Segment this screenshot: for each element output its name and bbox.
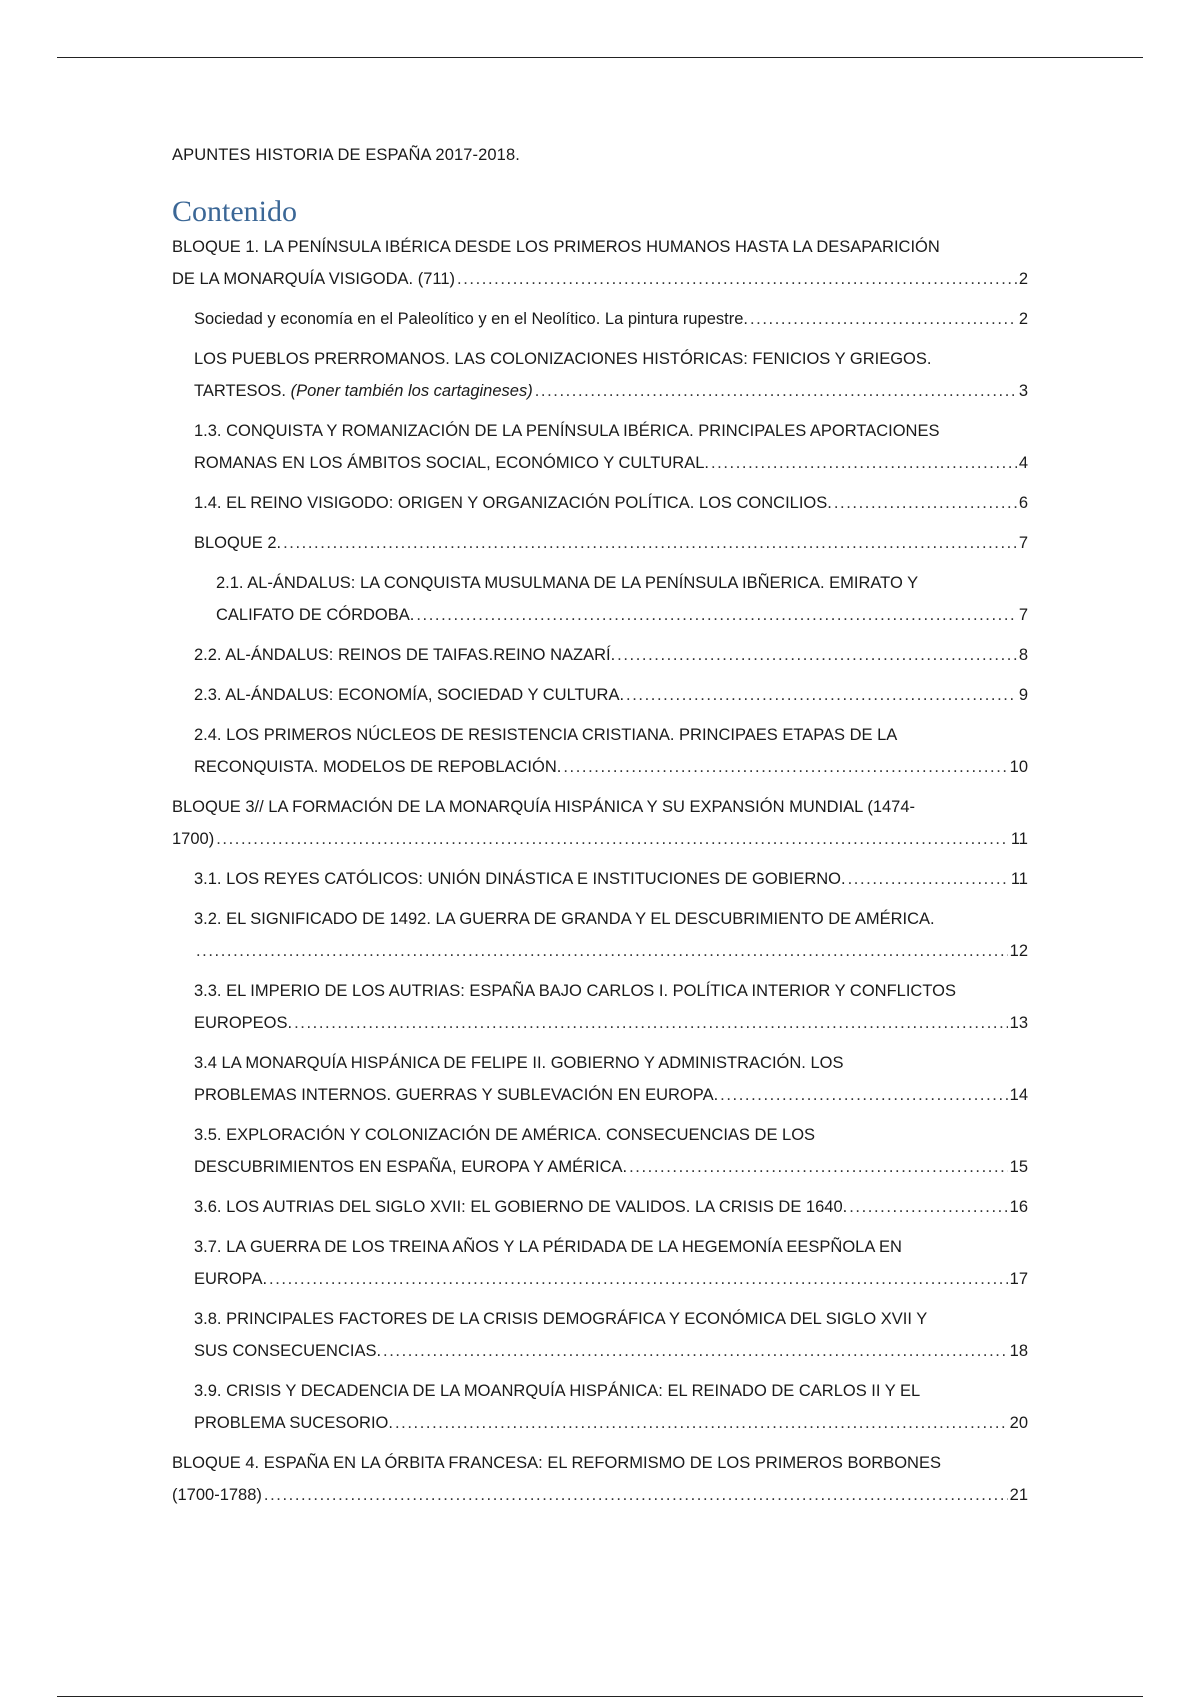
toc-entry-note: (Poner también los cartagineses) — [290, 382, 533, 400]
toc-entry-3-6[interactable] — [172, 1191, 1028, 1223]
dot-leader — [848, 863, 1009, 895]
toc-page-number: 14 — [1009, 1086, 1028, 1104]
toc-page-number: 10 — [1009, 758, 1028, 776]
dot-leader — [626, 679, 1017, 711]
toc-entry-2-1[interactable] — [172, 567, 1028, 631]
dot-leader — [283, 527, 1017, 559]
toc-entry-text: PROBLEMAS INTERNOS. GUERRAS Y SUBLEVACIÓN EN EUROPA. — [194, 1086, 719, 1104]
toc-entry-text: EUROPEOS. — [194, 1014, 293, 1032]
table-of-contents — [172, 231, 1028, 1519]
toc-entry-text: DE LA MONARQUÍA VISIGODA. (711) — [172, 270, 456, 288]
toc-entry-text: CALIFATO DE CÓRDOBA. — [216, 606, 415, 624]
toc-entry-text: 3.2. EL SIGNIFICADO DE 1492. LA GUERRA DE GRANDA Y EL DESCUBRIMIENTO DE AMÉRICA. — [194, 910, 935, 928]
dot-leader — [535, 375, 1017, 407]
dot-leader — [416, 599, 1016, 631]
toc-page-number: 11 — [1010, 870, 1028, 888]
toc-entry-text: RECONQUISTA. MODELOS DE REPOBLACIÓN. — [194, 758, 562, 776]
toc-entry-text: Sociedad y economía en el Paleolítico y en el Neolítico. La pintura rupestre. — [194, 310, 748, 328]
toc-entry-2-3[interactable] — [172, 679, 1028, 711]
toc-entry-text: 3.8. PRINCIPALES FACTORES DE LA CRISIS DEMOGRÁFICA Y ECONÓMICA DEL SIGLO XVII Y — [194, 1310, 928, 1328]
toc-entry-text: TARTESOS. — [194, 382, 291, 400]
toc-entry-3-3[interactable] — [172, 975, 1028, 1039]
toc-entry-text: 2.2. AL-ÁNDALUS: REINOS DE TAIFAS.REINO NAZARÍ. — [194, 646, 616, 664]
toc-page-number: 4 — [1018, 454, 1028, 472]
toc-entry-paleolitico[interactable] — [172, 303, 1028, 335]
toc-entry-text: (1700-1788) — [172, 1486, 262, 1504]
toc-entry-2-4[interactable] — [172, 719, 1028, 783]
dot-leader — [750, 303, 1017, 335]
toc-entry-text: 3.4 LA MONARQUÍA HISPÁNICA DE FELIPE II. GOBIERNO Y ADMINISTRACIÓN. LOS — [194, 1054, 844, 1072]
toc-page-number: 20 — [1009, 1414, 1028, 1432]
toc-page-number: 11 — [1010, 830, 1028, 848]
dot-leader — [395, 1407, 1008, 1439]
toc-entry-3-9[interactable] — [172, 1375, 1028, 1439]
dot-leader — [383, 1335, 1008, 1367]
dot-leader — [834, 487, 1017, 519]
toc-title: Contenido — [172, 195, 297, 228]
dot-leader — [457, 263, 1017, 295]
dot-leader — [629, 1151, 1008, 1183]
toc-entry-bloque-1[interactable] — [172, 231, 1028, 295]
toc-entry-3-4[interactable] — [172, 1047, 1028, 1111]
toc-page-number: 18 — [1009, 1342, 1028, 1360]
dot-leader — [563, 751, 1007, 783]
toc-entry-3-2[interactable] — [172, 903, 1028, 967]
top-rule — [57, 57, 1143, 58]
toc-page-number: 16 — [1009, 1198, 1028, 1216]
toc-entry-text: 3.9. CRISIS Y DECADENCIA DE LA MOANRQUÍA HISPÁNICA: EL REINADO DE CARLOS II Y EL — [194, 1382, 921, 1400]
toc-entry-text: 3.7. LA GUERRA DE LOS TREINA AÑOS Y LA PÉRIDADA DE LA HEGEMONÍA EESPÑOLA EN — [194, 1238, 902, 1256]
toc-page-number: 8 — [1018, 646, 1028, 664]
toc-entry-text: 2.3. AL-ÁNDALUS: ECONOMÍA, SOCIEDAD Y CULTURA. — [194, 686, 625, 704]
toc-entry-bloque-4[interactable] — [172, 1447, 1028, 1511]
dot-leader — [269, 1263, 1008, 1295]
toc-entry-text: 2.4. LOS PRIMEROS NÚCLEOS DE RESISTENCIA CRISTIANA. PRINCIPAES ETAPAS DE LA — [194, 726, 898, 744]
toc-entry-text: LOS PUEBLOS PRERROMANOS. LAS COLONIZACIONES HISTÓRICAS: FENICIOS Y GRIEGOS. — [194, 350, 932, 368]
toc-page-number: 21 — [1009, 1486, 1028, 1504]
bottom-rule — [57, 1696, 1143, 1697]
toc-entry-text: PROBLEMA SUCESORIO. — [194, 1414, 393, 1432]
toc-entry-3-8[interactable] — [172, 1303, 1028, 1367]
toc-page-number: 7 — [1018, 606, 1028, 624]
dot-leader — [216, 823, 1009, 855]
toc-page-number: 3 — [1018, 382, 1028, 400]
toc-page-number: 17 — [1009, 1270, 1028, 1288]
toc-entry-1-3[interactable] — [172, 415, 1028, 479]
dot-leader — [264, 1479, 1008, 1511]
toc-entry-text: DESCUBRIMIENTOS EN ESPAÑA, EUROPA Y AMÉRICA. — [194, 1158, 628, 1176]
toc-entry-text: BLOQUE 4. ESPAÑA EN LA ÓRBITA FRANCESA: EL REFORMISMO DE LOS PRIMEROS BORBONES — [172, 1454, 941, 1472]
dot-leader — [617, 639, 1017, 671]
toc-entry-1-4[interactable] — [172, 487, 1028, 519]
toc-entry-3-1[interactable] — [172, 863, 1028, 895]
document-header: APUNTES HISTORIA DE ESPAÑA 2017-2018. — [172, 146, 520, 164]
toc-page-number: 6 — [1018, 494, 1028, 512]
toc-entry-text: 3.6. LOS AUTRIAS DEL SIGLO XVII: EL GOBIERNO DE VALIDOS. LA CRISIS DE 1640. — [194, 1198, 848, 1216]
dot-leader — [711, 447, 1017, 479]
toc-entry-text: 3.1. LOS REYES CATÓLICOS: UNIÓN DINÁSTICA E INSTITUCIONES DE GOBIERNO. — [194, 870, 846, 888]
dot-leader — [196, 935, 1008, 967]
toc-page-number: 9 — [1018, 686, 1028, 704]
toc-page-number: 2 — [1018, 310, 1028, 328]
toc-entry-text: BLOQUE 2. — [194, 534, 282, 552]
dot-leader — [849, 1191, 1007, 1223]
dot-leader — [294, 1007, 1008, 1039]
dot-leader — [720, 1079, 1007, 1111]
toc-entry-2-2[interactable] — [172, 639, 1028, 671]
toc-entry-text: BLOQUE 3// LA FORMACIÓN DE LA MONARQUÍA HISPÁNICA Y SU EXPANSIÓN MUNDIAL (1474- — [172, 798, 916, 816]
toc-entry-text: 3.3. EL IMPERIO DE LOS AUTRIAS: ESPAÑA BAJO CARLOS I. POLÍTICA INTERIOR Y CONFLICTOS — [194, 982, 956, 1000]
toc-page-number: 15 — [1009, 1158, 1028, 1176]
toc-entry-text: 1700) — [172, 830, 215, 848]
toc-entry-text: EUROPA. — [194, 1270, 268, 1288]
toc-entry-text: BLOQUE 1. LA PENÍNSULA IBÉRICA DESDE LOS PRIMEROS HUMANOS HASTA LA DESAPARICIÓN — [172, 238, 940, 256]
toc-entry-text: 1.3. CONQUISTA Y ROMANIZACIÓN DE LA PENÍNSULA IBÉRICA. PRINCIPALES APORTACIONES — [194, 422, 940, 440]
toc-entry-text: 1.4. EL REINO VISIGODO: ORIGEN Y ORGANIZACIÓN POLÍTICA. LOS CONCILIOS. — [194, 494, 832, 512]
toc-entry-text: ROMANAS EN LOS ÁMBITOS SOCIAL, ECONÓMICO Y CULTURAL. — [194, 454, 709, 472]
toc-entry-bloque-3[interactable] — [172, 791, 1028, 855]
toc-entry-3-7[interactable] — [172, 1231, 1028, 1295]
toc-entry-3-5[interactable] — [172, 1119, 1028, 1183]
toc-entry-pueblos-prerromanos[interactable] — [172, 343, 1028, 407]
toc-entry-text: 3.5. EXPLORACIÓN Y COLONIZACIÓN DE AMÉRICA. CONSECUENCIAS DE LOS — [194, 1126, 816, 1144]
toc-entry-text: SUS CONSECUENCIAS. — [194, 1342, 382, 1360]
toc-page-number: 12 — [1009, 942, 1028, 960]
toc-entry-text: 2.1. AL-ÁNDALUS: LA CONQUISTA MUSULMANA DE LA PENÍNSULA IBÑERICA. EMIRATO Y — [216, 574, 919, 592]
toc-page-number: 2 — [1018, 270, 1028, 288]
toc-entry-bloque-2[interactable] — [172, 527, 1028, 559]
toc-page-number: 13 — [1009, 1014, 1028, 1032]
toc-page-number: 7 — [1018, 534, 1028, 552]
